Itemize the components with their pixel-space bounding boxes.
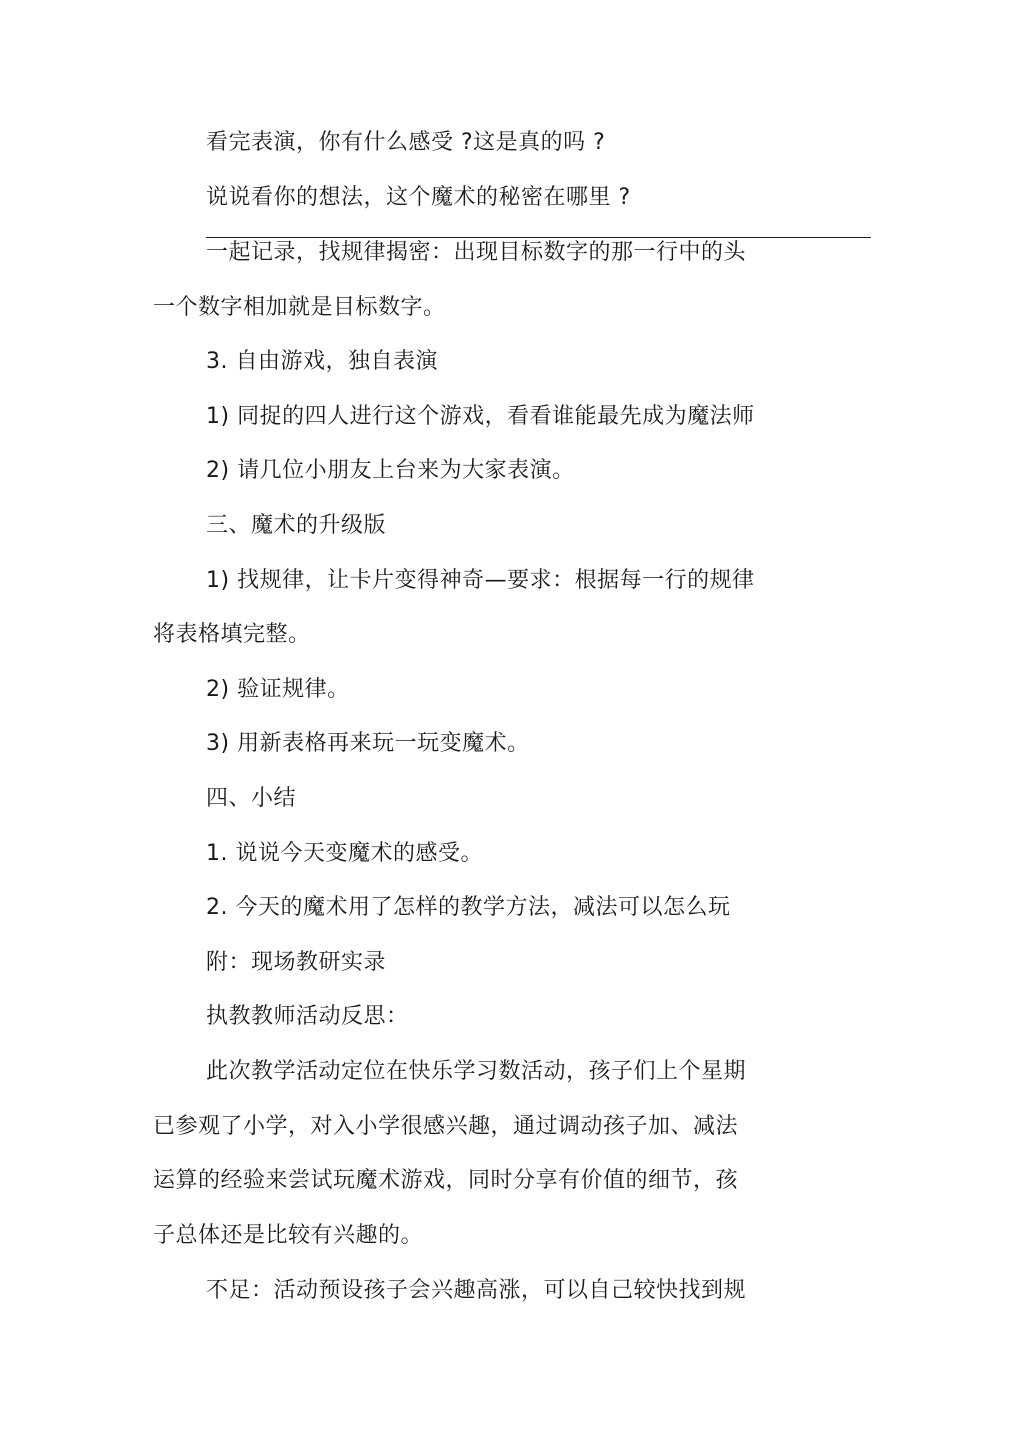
text-line-14: 1. 说说今天变魔术的感受。 — [206, 841, 483, 866]
text-line-11: 2) 验证规律。 — [206, 677, 350, 702]
text-line-4: 一个数字相加就是目标数字。 — [153, 295, 446, 320]
text-line-12: 3) 用新表格再来玩一玩变魔术。 — [206, 731, 530, 756]
text-line-22: 不足：活动预设孩子会兴趣高涨，可以自己较快找到规 — [206, 1278, 747, 1303]
text-line-9: 1) 找规律，让卡片变得神奇—要求：根据每一行的规律 — [206, 568, 755, 593]
text-line-20: 运算的经验来尝试玩魔术游戏，同时分享有价值的细节，孩 — [153, 1168, 739, 1193]
text-line-15: 2. 今天的魔术用了怎样的教学方法，减法可以怎么玩 — [206, 895, 731, 920]
appendix-heading: 附：现场教研实录 — [206, 950, 387, 975]
section-heading-3: 三、魔术的升级版 — [206, 513, 387, 538]
section-heading-4: 四、小结 — [206, 786, 297, 811]
text-line-5: 3. 自由游戏，独自表演 — [206, 349, 438, 374]
text-line-19: 已参观了小学，对入小学很感兴趣，通过调动孩子加、减法 — [153, 1114, 739, 1139]
text-line-2: 说说看你的想法，这个魔术的秘密在哪里 ? — [206, 185, 631, 210]
text-line-3: 一起记录，找规律揭密：出现目标数字的那一行中的头 — [206, 240, 747, 265]
text-line-6: 1) 同捉的四人进行这个游戏，看看谁能最先成为魔法师 — [206, 404, 755, 429]
text-line-1: 看完表演，你有什么感受 ?这是真的吗 ? — [206, 130, 606, 155]
text-line-21: 子总体还是比较有兴趣的。 — [153, 1223, 424, 1248]
text-line-18: 此次教学活动定位在快乐学习数活动，孩子们上个星期 — [206, 1059, 747, 1084]
reflection-heading: 执教教师活动反思： — [206, 1004, 409, 1029]
text-line-7: 2) 请几位小朋友上台来为大家表演。 — [206, 458, 575, 483]
text-line-10: 将表格填完整。 — [153, 622, 311, 647]
